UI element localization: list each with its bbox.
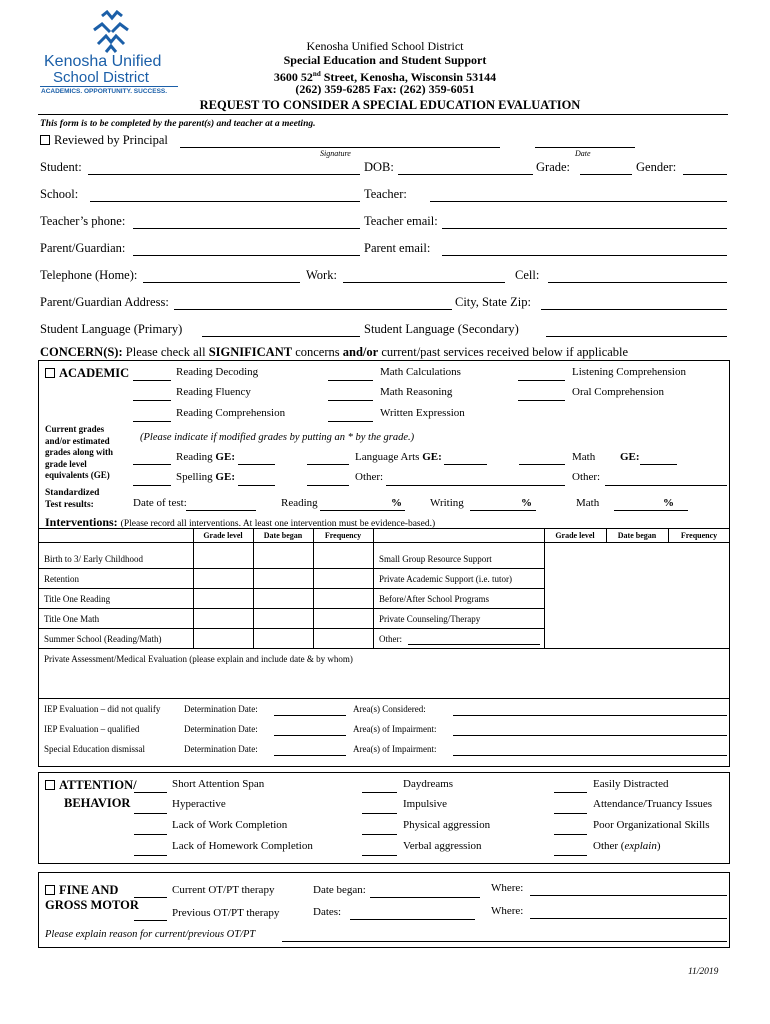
teacher-field[interactable] [430, 201, 727, 202]
la-ge-field[interactable] [444, 464, 487, 465]
intervention-retention: Retention [44, 574, 79, 584]
checkbox-icon[interactable] [40, 135, 50, 145]
iep1-determination-label: Determination Date: [184, 704, 258, 714]
left-header-date: Date began [263, 531, 303, 540]
logo-line2: School District [53, 69, 149, 86]
dob-field[interactable] [398, 174, 533, 175]
grade-field[interactable] [580, 174, 632, 175]
telephone-label: Telephone (Home): [40, 268, 138, 282]
dates-label: Dates: [313, 906, 342, 918]
other2-field[interactable] [605, 485, 727, 486]
left-header-grade: Grade level [203, 531, 243, 540]
table-row-rule [39, 608, 544, 609]
attention-checkbox[interactable]: ATTENTION/ [45, 778, 137, 793]
reading-comp-blank[interactable] [133, 421, 171, 422]
principal-date-line[interactable] [535, 147, 635, 148]
behavior-hyperactive: Hyperactive [172, 798, 226, 810]
iep2-area-field[interactable] [453, 735, 727, 736]
parent-email-label: Parent email: [364, 241, 431, 255]
where2-field[interactable] [530, 918, 727, 919]
right-header-frequency: Frequency [680, 531, 718, 540]
iep3-determination-label: Determination Date: [184, 744, 258, 754]
behavior-easily-distracted: Easily Distracted [593, 778, 669, 790]
grade-label: Grade: [536, 160, 571, 174]
other1-label: Other: [355, 471, 384, 483]
date-of-test-field[interactable] [186, 510, 256, 511]
reading-score-field[interactable] [320, 510, 405, 511]
cell-field[interactable] [548, 282, 727, 283]
department: Special Education and Student Support [283, 53, 487, 67]
table-row-rule [39, 628, 544, 629]
math-score-label: Math [576, 497, 600, 509]
math-label: Math [572, 451, 596, 463]
iep3-area-field[interactable] [453, 755, 727, 756]
table-vline [606, 528, 607, 542]
checkbox-icon[interactable] [45, 368, 55, 378]
iep2-determination-label: Determination Date: [184, 724, 258, 734]
iep2-determination-field[interactable] [274, 735, 346, 736]
iep-qualified: IEP Evaluation – qualified [44, 724, 140, 734]
checkbox-icon[interactable] [45, 885, 55, 895]
otpt-explain-label: Please explain reason for current/previous OT/PT [45, 929, 256, 940]
oral-blank[interactable] [518, 400, 565, 401]
math-reasoning-blank[interactable] [328, 400, 373, 401]
behavior-other: Other (explain) [593, 840, 661, 852]
intervention-private-academic: Private Academic Support (i.e. tutor) [379, 574, 512, 584]
reading-percent: % [391, 497, 402, 509]
special-ed-dismissal: Special Education dismissal [44, 744, 145, 754]
signature-caption: Signature [320, 149, 351, 158]
work-completion-blank[interactable] [134, 834, 167, 835]
private-evaluation-label: Private Assessment/Medical Evaluation (please explain and include date & by whom) [44, 654, 353, 664]
form-title: REQUEST TO CONSIDER A SPECIAL EDUCATION EVALUATION [199, 98, 581, 112]
gross-motor-title: GROSS MOTOR [45, 898, 139, 912]
concern-reading-decoding: Reading Decoding [176, 366, 259, 378]
written-expr-blank[interactable] [328, 421, 373, 422]
intervention-title-one-reading: Title One Reading [44, 594, 111, 604]
impulsive-blank[interactable] [362, 813, 397, 814]
academic-checkbox[interactable]: ACADEMIC [45, 366, 129, 381]
motor-checkbox[interactable]: FINE AND [45, 883, 118, 898]
intervention-birth-to-3: Birth to 3/ Early Childhood [44, 554, 143, 564]
private-eval-rule [39, 698, 729, 699]
behavior-work-completion: Lack of Work Completion [172, 819, 288, 831]
reading-grade-blank[interactable] [133, 464, 171, 465]
intervention-other-field[interactable] [408, 644, 540, 645]
table-vline [544, 528, 545, 648]
iep1-area-field[interactable] [453, 715, 727, 716]
concern-written-expression: Written Expression [380, 407, 465, 419]
teacher-label: Teacher: [364, 187, 407, 201]
iep3-area-label: Area(s) of Impairment: [353, 744, 437, 754]
cell-label: Cell: [515, 268, 540, 282]
table-vline [668, 528, 669, 542]
current-otpt-blank[interactable] [134, 897, 167, 898]
writing-score-label: Writing [430, 497, 464, 509]
table-header-rule [39, 542, 729, 543]
table-top-rule [39, 528, 729, 529]
otpt-explain-field[interactable] [282, 941, 727, 942]
intervention-before-after-school: Before/After School Programs [379, 594, 489, 604]
teacher-email-label: Teacher email: [364, 214, 438, 228]
math-ge-field[interactable] [640, 464, 677, 465]
reading-ge-field[interactable] [238, 464, 275, 465]
date-began-label: Date began: [313, 884, 366, 896]
gender-label: Gender: [636, 160, 677, 174]
address-field[interactable] [174, 309, 452, 310]
where2-label: Where: [491, 905, 524, 917]
reading-fluency-blank[interactable] [133, 400, 171, 401]
previous-otpt-blank[interactable] [134, 920, 167, 921]
iep1-determination-field[interactable] [274, 715, 346, 716]
address-line: 3600 52nd Street, Kenosha, Wisconsin 53144 [273, 70, 497, 84]
behavior-homework-completion: Lack of Homework Completion [172, 840, 313, 852]
iep3-determination-field[interactable] [274, 755, 346, 756]
concerns-instruction: CONCERN(S): Please check all SIGNIFICANT concerns and/or current/past services received below if applicable [40, 345, 629, 359]
lang-primary-label: Student Language (Primary) [40, 322, 183, 336]
telephone-field[interactable] [143, 282, 300, 283]
student-field[interactable] [88, 174, 360, 175]
current-otpt-label: Current OT/PT therapy [172, 884, 275, 896]
table-row-rule [39, 588, 544, 589]
date-caption: Date [575, 149, 591, 158]
parent-label: Parent/Guardian: [40, 241, 126, 255]
math-ge-label: GE: [620, 451, 640, 463]
math-percent: % [663, 497, 674, 509]
concern-reading-fluency: Reading Fluency [176, 386, 251, 398]
concern-listening-comprehension: Listening Comprehension [572, 366, 686, 378]
right-header-grade: Grade level [555, 531, 595, 540]
logo-tagline: ACADEMICS. OPPORTUNITY. SUCCESS. [41, 88, 168, 95]
physical-aggression-blank[interactable] [362, 834, 397, 835]
behavior-title: BEHAVIOR [64, 796, 131, 810]
organizational-blank[interactable] [554, 834, 587, 835]
concern-oral-comprehension: Oral Comprehension [572, 386, 664, 398]
short-attention-blank[interactable] [134, 792, 167, 793]
behavior-verbal-aggression: Verbal aggression [403, 840, 482, 852]
math-calc-blank[interactable] [328, 380, 373, 381]
other2-grade-blank[interactable] [519, 485, 565, 486]
title-rule [38, 114, 728, 115]
district-name: Kenosha Unified School District [306, 39, 464, 53]
where1-label: Where: [491, 882, 524, 894]
principal-signature-line[interactable] [180, 147, 500, 148]
teacher-email-field[interactable] [442, 228, 727, 229]
verbal-aggression-blank[interactable] [362, 855, 397, 856]
dates-field[interactable] [350, 919, 475, 920]
intervention-private-counseling: Private Counseling/Therapy [379, 614, 481, 624]
address-label: Parent/Guardian Address: [40, 295, 169, 309]
hyperactive-blank[interactable] [134, 813, 167, 814]
dob-label: DOB: [364, 160, 394, 174]
right-header-date: Date began [617, 531, 657, 540]
concern-math-calculations: Math Calculations [380, 366, 461, 378]
parent-email-field[interactable] [442, 255, 727, 256]
concern-reading-comprehension: Reading Comprehension [176, 407, 286, 419]
other2-label: Other: [572, 471, 601, 483]
table-row-rule [39, 568, 544, 569]
intro-note: This form is to be completed by the parent(s) and teacher at a meeting. [40, 119, 316, 129]
behavior-impulsive: Impulsive [403, 798, 447, 810]
academic-blank[interactable] [133, 380, 171, 381]
behavior-physical-aggression: Physical aggression [403, 819, 491, 831]
previous-otpt-label: Previous OT/PT therapy [172, 907, 280, 919]
reading-ge-label: Reading GE: [176, 451, 235, 463]
table-bottom-rule [39, 648, 729, 649]
lang-secondary-label: Student Language (Secondary) [364, 322, 519, 336]
intervention-other: Other: [379, 634, 402, 644]
behavior-short-attention: Short Attention Span [172, 778, 265, 790]
left-header-frequency: Frequency [324, 531, 362, 540]
spelling-grade-blank[interactable] [133, 485, 171, 486]
city-field[interactable] [541, 309, 727, 310]
modified-grades-note: (Please indicate if modified grades by putting an * by the grade.) [140, 432, 415, 443]
intervention-small-group: Small Group Resource Support [379, 554, 492, 564]
other1-field[interactable] [386, 485, 536, 486]
teacher-phone-field[interactable] [133, 228, 360, 229]
listening-blank[interactable] [518, 380, 565, 381]
behavior-daydreams: Daydreams [403, 778, 454, 790]
behavior-attendance: Attendance/Truancy Issues [593, 798, 713, 810]
checkbox-icon[interactable] [45, 780, 55, 790]
school-label: School: [40, 187, 79, 201]
logo-rule [40, 86, 178, 87]
spelling-ge-field[interactable] [238, 485, 275, 486]
math-grade-blank[interactable] [519, 464, 565, 465]
work-label: Work: [306, 268, 337, 282]
form-revision-date: 11/2019 [688, 967, 719, 977]
lang-secondary-field[interactable] [546, 336, 727, 337]
iep-did-not-qualify: IEP Evaluation – did not qualify [44, 704, 161, 714]
behavior-organizational: Poor Organizational Skills [593, 819, 710, 831]
interventions-heading: Interventions: (Please record all interventions. At least one intervention must be evidence-based.) [45, 515, 436, 529]
language-arts-ge-label: Language Arts GE: [355, 451, 442, 463]
gender-field[interactable] [683, 174, 727, 175]
grades-note: Current grades and/or estimated grades along with grade level equivalents (GE) [45, 424, 114, 480]
reading-score-label: Reading [281, 497, 318, 509]
date-began-field[interactable] [370, 897, 480, 898]
easily-distracted-blank[interactable] [554, 792, 587, 793]
other1-grade-blank[interactable] [307, 485, 349, 486]
parent-field[interactable] [133, 255, 360, 256]
intervention-title-one-math: Title One Math [44, 614, 100, 624]
standardized-label: Standardized Test results: [45, 488, 100, 510]
where1-field[interactable] [530, 895, 727, 896]
city-label: City, State Zip: [455, 295, 531, 309]
attendance-blank[interactable] [554, 813, 587, 814]
logo-line1: Kenosha Unified [44, 53, 162, 70]
la-grade-blank[interactable] [307, 464, 349, 465]
intervention-summer-school: Summer School (Reading/Math) [44, 634, 162, 644]
writing-percent: % [521, 497, 532, 509]
teacher-phone-label: Teacher’s phone: [40, 214, 126, 228]
district-logo-icon [88, 10, 134, 54]
writing-score-field[interactable] [470, 510, 536, 511]
concern-math-reasoning: Math Reasoning [380, 386, 453, 398]
homework-completion-blank[interactable] [134, 855, 167, 856]
iep2-area-label: Area(s) of Impairment: [353, 724, 437, 734]
iep1-area-label: Area(s) Considered: [353, 704, 426, 714]
lang-primary-field[interactable] [202, 336, 360, 337]
reviewed-by-principal[interactable]: Reviewed by Principal [40, 133, 168, 148]
phone-fax: (262) 359-6285 Fax: (262) 359-6051 [295, 82, 475, 96]
work-field[interactable] [343, 282, 505, 283]
daydreams-blank[interactable] [362, 792, 397, 793]
math-score-field[interactable] [614, 510, 688, 511]
student-label: Student: [40, 160, 82, 174]
behavior-other-blank[interactable] [554, 855, 587, 856]
school-field[interactable] [90, 201, 360, 202]
date-of-test-label: Date of test: [133, 497, 187, 509]
spelling-ge-label: Spelling GE: [176, 471, 235, 483]
